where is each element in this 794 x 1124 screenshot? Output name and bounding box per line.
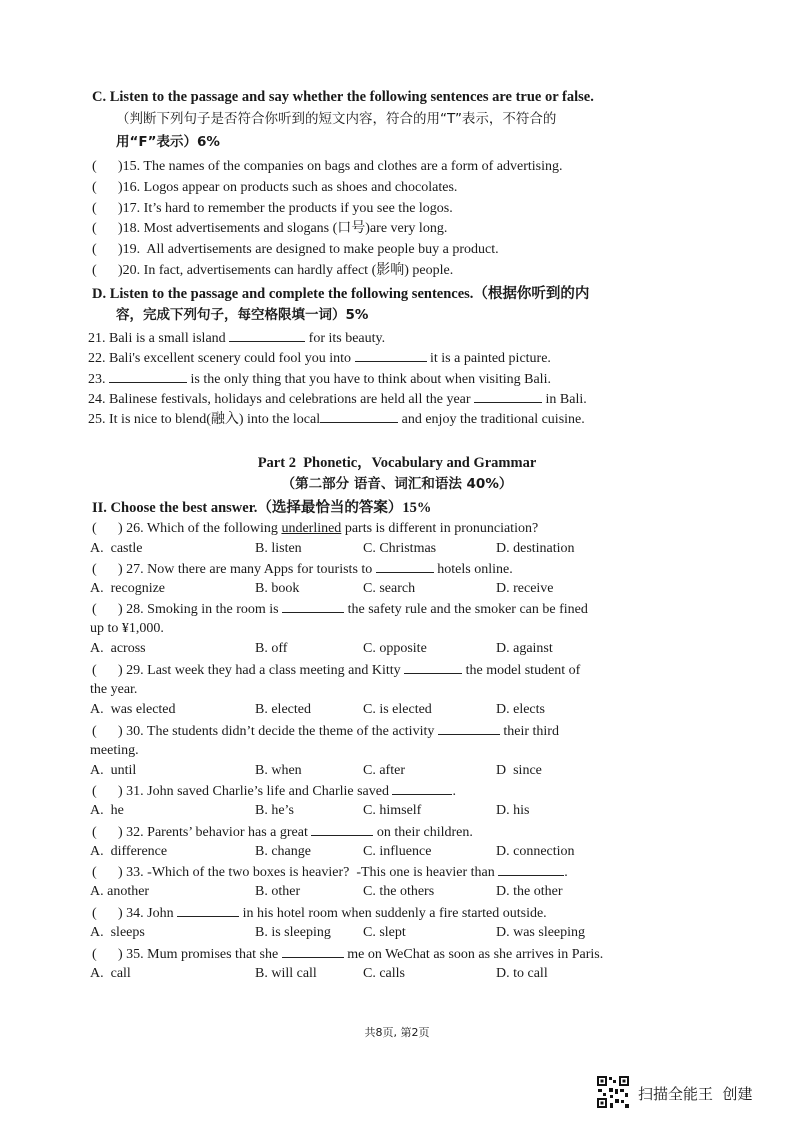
answer-bracket[interactable]: ( (92, 221, 97, 236)
option-b[interactable]: B. elected (255, 702, 311, 717)
question-text-start: ) 27. Now there are many Apps for tourists to (118, 562, 376, 577)
answer-blank[interactable] (404, 661, 462, 674)
fill-in-item (88, 329, 385, 348)
fill-in-item (88, 370, 551, 389)
answer-bracket[interactable]: ( (92, 159, 97, 174)
option-b[interactable]: B. when (255, 763, 302, 778)
sentence-start: 24. Balinese festivals, holidays and celebrations are held all the year (88, 392, 475, 407)
question-text-end: on their children. (373, 825, 473, 840)
option-a[interactable]: A. was elected (90, 702, 176, 717)
question-text-start: ) 26. Which of the following (118, 521, 282, 536)
answer-bracket[interactable]: ( (92, 242, 97, 257)
answer-bracket[interactable]: ( (92, 825, 97, 840)
true-false-item (92, 179, 457, 197)
statement-text: )19. All advertisements are designed to make people buy a product. (118, 242, 499, 257)
statement-text: )15. The names of the companies on bags and clothes are a form of advertising. (118, 159, 563, 174)
answer-blank[interactable] (229, 329, 305, 342)
statement-text: )18. Most advertisements and slogans (口号)are very long. (118, 221, 448, 236)
answer-blank[interactable] (392, 782, 452, 795)
answer-blank[interactable] (498, 863, 564, 876)
section-d-heading: D. Listen to the passage and complete the following sentences.（根据你听到的内 (92, 286, 590, 302)
answer-blank[interactable] (282, 945, 344, 958)
question-text-start: ) 33. -Which of the two boxes is heavier? -This one is heavier than (118, 865, 499, 880)
section-d-instruction: 容，完成下列句子，每空格限填一词）5% (116, 307, 369, 323)
watermark-text: 扫描全能王 创建 (638, 1085, 753, 1103)
answer-bracket[interactable]: ( (92, 521, 97, 536)
answer-blank[interactable] (355, 349, 427, 362)
option-d[interactable]: D. the other (496, 884, 563, 899)
option-a[interactable]: A. recognize (90, 581, 166, 596)
answer-bracket[interactable]: ( (92, 947, 97, 962)
option-b[interactable]: B. change (255, 844, 311, 859)
question-stem (92, 600, 588, 619)
sentence-start: 23. (88, 372, 109, 387)
question-stem (92, 560, 513, 579)
answer-bracket[interactable]: ( (92, 906, 97, 921)
option-b[interactable]: B. he’s (255, 803, 294, 818)
question-text-start: ) 29. Last week they had a class meeting and Kitty (118, 663, 405, 678)
section-ii-heading: II. Choose the best answer.（选择最恰当的答案）15% (92, 500, 432, 516)
option-a[interactable]: A. castle (90, 541, 143, 556)
option-a[interactable]: A. another (90, 884, 150, 899)
option-a[interactable]: A. until (90, 763, 137, 778)
question-text-end: their third (499, 724, 559, 739)
option-c[interactable]: C. opposite (363, 641, 427, 656)
question-continuation: meeting. (90, 743, 139, 758)
question-text-end: in his hotel room when suddenly a fire started outside. (239, 906, 547, 921)
option-a[interactable]: A. sleeps (90, 925, 145, 940)
question-text-start: ) 35. Mum promises that she (118, 947, 282, 962)
question-stem (92, 520, 538, 538)
question-text-start: ) 28. Smoking in the room is (118, 602, 283, 617)
question-text-end: parts is different in pronunciation? (341, 521, 539, 536)
option-b[interactable]: B. off (255, 641, 288, 656)
answer-bracket[interactable]: ( (92, 784, 97, 799)
true-false-item (92, 262, 453, 280)
option-b[interactable]: B. other (255, 884, 301, 899)
question-stem (92, 782, 456, 801)
answer-bracket[interactable]: ( (92, 180, 97, 195)
underlined-word: underlined (281, 521, 342, 536)
fill-in-item (88, 390, 587, 409)
answer-blank[interactable] (311, 823, 373, 836)
sentence-end: in Bali. (542, 392, 587, 407)
option-d[interactable]: D. his (496, 803, 530, 818)
answer-blank[interactable] (109, 370, 187, 383)
fill-in-item (88, 410, 585, 429)
option-d[interactable]: D. against (496, 641, 553, 656)
option-c[interactable]: C. the others (363, 884, 435, 899)
answer-bracket[interactable]: ( (92, 562, 97, 577)
option-d[interactable]: D. destination (496, 541, 575, 556)
question-text-end: . (564, 865, 568, 880)
part2-subtitle: （第二部分 语音、词汇和语法 40%） (281, 476, 513, 492)
answer-blank[interactable] (376, 560, 434, 573)
sentence-end: it is a painted picture. (426, 351, 551, 366)
question-stem (92, 904, 547, 923)
section-c-instruction-1: （判断下列句子是否符合你听到的短文内容，符合的用“T”表示，不符合的 (116, 111, 557, 127)
option-d[interactable]: D since (496, 763, 542, 778)
question-text-end: me on WeChat as soon as she arrives in Paris. (343, 947, 604, 962)
scanner-watermark (596, 1075, 766, 1111)
statement-text: )16. Logos appear on products such as shoes and chocolates. (118, 180, 458, 195)
option-c[interactable]: C. slept (363, 925, 406, 940)
option-c[interactable]: C. Christmas (363, 541, 437, 556)
option-d[interactable]: D. was sleeping (496, 925, 586, 940)
true-false-item (92, 158, 563, 176)
true-false-item (92, 241, 499, 259)
question-text-end: . (452, 784, 456, 799)
option-c[interactable]: C. himself (363, 803, 422, 818)
question-text-end: hotels online. (433, 562, 513, 577)
answer-bracket[interactable]: ( (92, 201, 97, 216)
answer-blank[interactable] (320, 410, 398, 423)
section-c-heading: C. Listen to the passage and say whether the following sentences are true or false. (92, 89, 594, 105)
answer-bracket[interactable]: ( (92, 865, 97, 880)
question-stem (92, 945, 603, 964)
answer-blank[interactable] (177, 904, 239, 917)
answer-bracket[interactable]: ( (92, 724, 97, 739)
statement-text: )20. In fact, advertisements can hardly affect (影响) people. (118, 263, 454, 278)
option-c[interactable]: C. calls (363, 966, 405, 981)
option-a[interactable]: A. call (90, 966, 131, 981)
answer-bracket[interactable]: ( (92, 263, 97, 278)
option-a[interactable]: A. he (90, 803, 124, 818)
section-c-instruction-2: 用“F”表示）6% (116, 134, 220, 150)
answer-bracket[interactable]: ( (92, 663, 97, 678)
option-b[interactable]: B. listen (255, 541, 302, 556)
question-text-end: the safety rule and the smoker can be fined (344, 602, 588, 617)
question-stem (92, 863, 568, 882)
option-b[interactable]: B. is sleeping (255, 925, 331, 940)
question-continuation: up to ¥1,000. (90, 621, 164, 636)
option-b[interactable]: B. book (255, 581, 300, 596)
question-text-start: ) 34. John (118, 906, 178, 921)
option-d[interactable]: D. elects (496, 702, 545, 717)
option-d[interactable]: D. connection (496, 844, 575, 859)
true-false-item (92, 220, 447, 238)
answer-blank[interactable] (282, 600, 344, 613)
option-c[interactable]: C. influence (363, 844, 432, 859)
question-text-start: ) 32. Parents’ behavior has a great (118, 825, 312, 840)
sentence-start: 25. It is nice to blend(融入) into the local (88, 412, 321, 427)
option-d[interactable]: D. to call (496, 966, 548, 981)
sentence-start: 21. Bali is a small island (88, 331, 230, 346)
part2-title: Part 2 Phonetic，Vocabulary and Grammar (257, 455, 537, 471)
option-c[interactable]: C. is elected (363, 702, 432, 717)
question-text-end: the model student of (462, 663, 581, 678)
question-continuation: the year. (90, 682, 138, 697)
statement-text: )17. It’s hard to remember the products if you see the logos. (118, 201, 453, 216)
option-c[interactable]: C. search (363, 581, 416, 596)
question-stem (92, 823, 473, 842)
sentence-start: 22. Bali's excellent scenery could fool you into (88, 351, 355, 366)
option-a[interactable]: A. difference (90, 844, 168, 859)
fill-in-item (88, 349, 551, 368)
question-stem (92, 722, 559, 741)
answer-bracket[interactable]: ( (92, 602, 97, 617)
answer-blank[interactable] (474, 390, 542, 403)
option-c[interactable]: C. after (363, 763, 405, 778)
answer-blank[interactable] (438, 722, 500, 735)
sentence-end: is the only thing that you have to think about when visiting Bali. (187, 372, 551, 387)
sentence-end: for its beauty. (305, 331, 386, 346)
true-false-item (92, 200, 453, 218)
qr-code-icon (596, 1075, 630, 1109)
question-text-start: ) 31. John saved Charlie’s life and Charlie saved (118, 784, 393, 799)
option-d[interactable]: D. receive (496, 581, 554, 596)
sentence-end: and enjoy the traditional cuisine. (398, 412, 585, 427)
page-footer: 共8页, 第2页 (364, 1026, 430, 1039)
question-text-start: ) 30. The students didn’t decide the theme of the activity (118, 724, 438, 739)
question-stem (92, 661, 580, 680)
option-a[interactable]: A. across (90, 641, 146, 656)
option-b[interactable]: B. will call (255, 966, 317, 981)
